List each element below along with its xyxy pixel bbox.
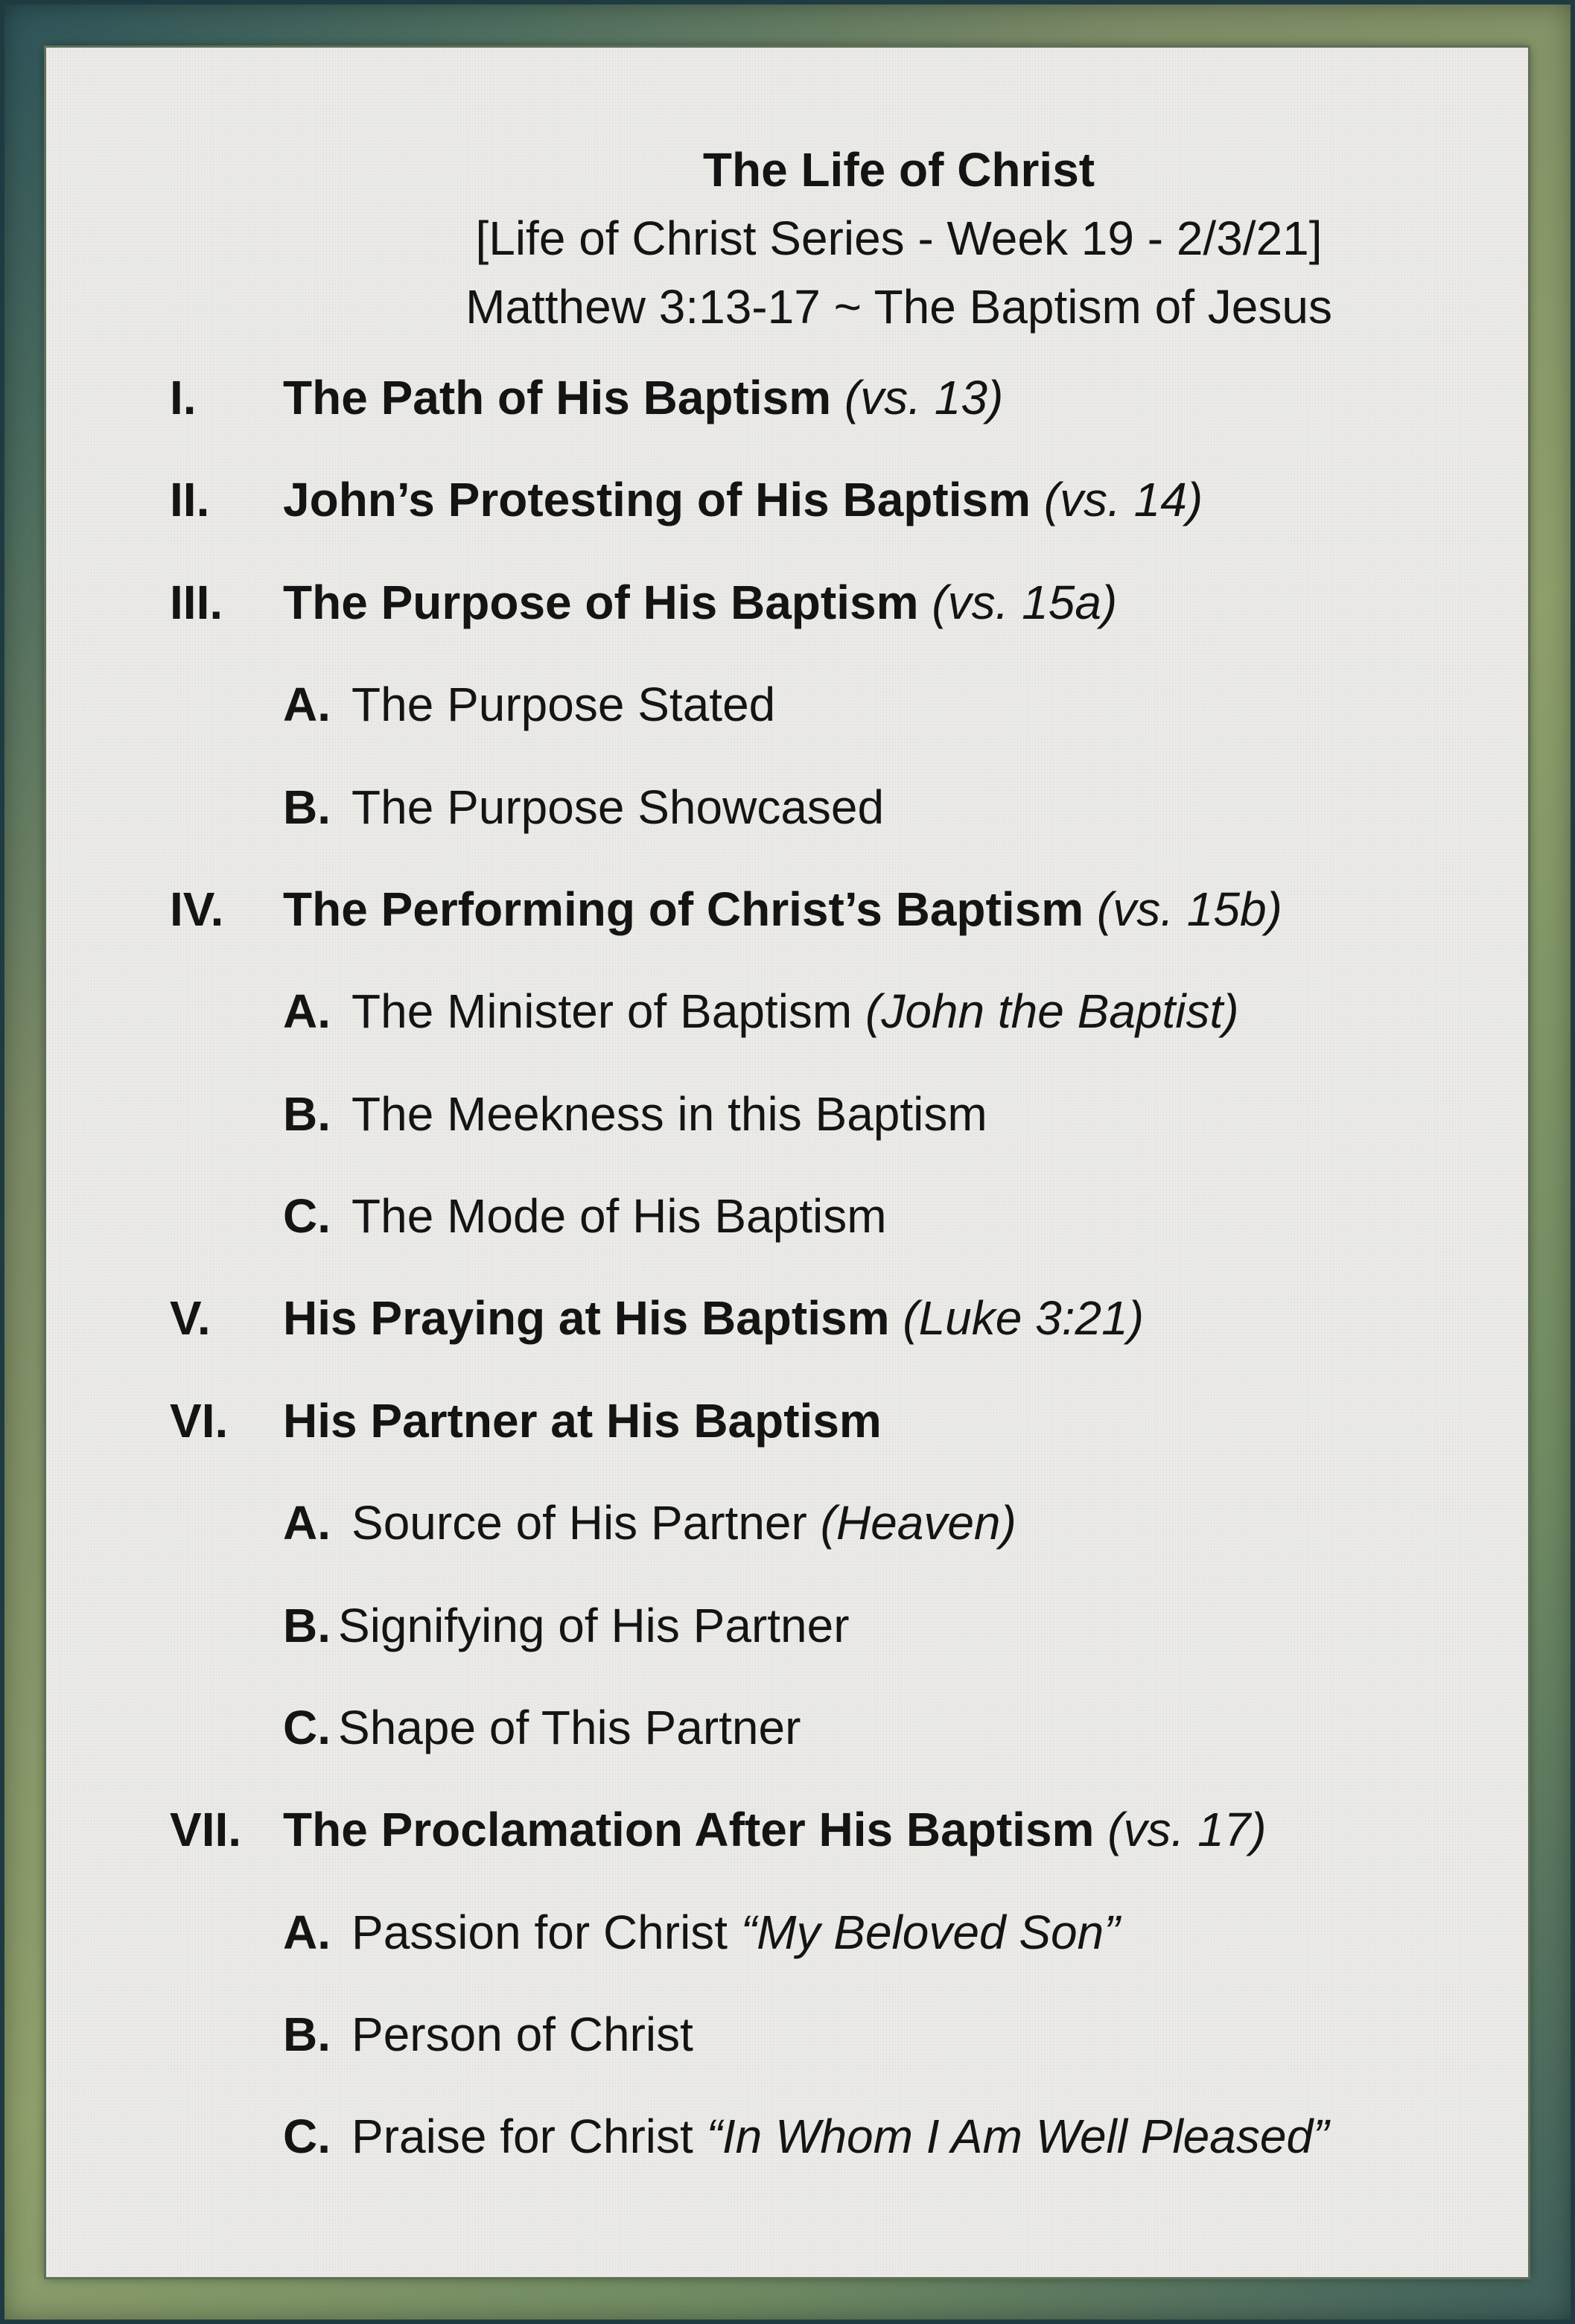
subpoint-quote: “In Whom I Am Well Pleased”: [706, 2110, 1329, 2163]
subpoint-text: The Meekness in this Baptism: [351, 1087, 987, 1141]
series-subtitle: [Life of Christ Series - Week 19 - 2/3/21]: [475, 211, 1323, 265]
point-reference: (vs. 13): [844, 371, 1004, 424]
outline-page: [46, 48, 1528, 2277]
point-numeral: V.: [170, 1291, 211, 1345]
subpoint-line: [351, 2107, 1329, 2166]
subpoint-text: Source of His Partner: [351, 1496, 807, 1550]
point-numeral: III.: [170, 576, 223, 629]
point-heading: [283, 470, 1203, 529]
point-reference: (vs. 17): [1107, 1803, 1267, 1856]
point-heading: [283, 1391, 882, 1451]
subpoint-letter: C.: [283, 1189, 331, 1243]
passage-subtitle: Matthew 3:13-17 ~ The Baptism of Jesus: [465, 280, 1332, 334]
point-reference: (vs. 14): [1043, 473, 1203, 526]
subpoint-text: Praise for Christ: [351, 2110, 693, 2163]
subpoint-line: [351, 1903, 1120, 1962]
subpoint-letter: A.: [283, 1496, 331, 1550]
point-numeral: II.: [170, 473, 210, 526]
point-numeral: IV.: [170, 882, 224, 936]
subpoint-text: Passion for Christ: [351, 1906, 728, 1959]
subpoint-letter: B.: [283, 1087, 331, 1141]
subpoint-letter: B.: [283, 780, 331, 834]
point-heading: [283, 1288, 1144, 1348]
subpoint-reference: (John the Baptist): [865, 984, 1239, 1038]
subpoint-line: [351, 981, 1239, 1041]
subpoint-letter: A.: [283, 984, 331, 1038]
subpoint-letter: A.: [283, 678, 331, 731]
point-heading: [283, 1800, 1267, 1859]
point-title: The Proclamation After His Baptism: [283, 1803, 1095, 1856]
point-heading: [283, 879, 1282, 939]
point-title: His Praying at His Baptism: [283, 1291, 890, 1345]
subpoint-letter: C.: [283, 2110, 331, 2163]
point-title: His Partner at His Baptism: [283, 1394, 882, 1448]
subpoint-line: [351, 1493, 1016, 1553]
point-heading: [283, 368, 1003, 427]
subpoint-quote: “My Beloved Son”: [740, 1906, 1120, 1959]
subpoint-text: The Purpose Showcased: [351, 780, 885, 834]
subpoint-text: The Mode of His Baptism: [351, 1189, 887, 1243]
point-numeral: VI.: [170, 1394, 229, 1448]
subpoint-text: Shape of This Partner: [338, 1701, 801, 1754]
point-heading: [283, 573, 1117, 632]
subpoint-letter: A.: [283, 1906, 331, 1959]
subpoint-text: Person of Christ: [351, 2008, 693, 2061]
point-reference: (vs. 15b): [1096, 882, 1282, 936]
page-title: The Life of Christ: [702, 143, 1095, 197]
sermon-outline: [46, 48, 1528, 2277]
point-numeral: I.: [170, 371, 197, 424]
point-title: The Purpose of His Baptism: [283, 576, 919, 629]
point-numeral: VII.: [170, 1803, 242, 1856]
point-title: The Path of His Baptism: [283, 371, 832, 424]
subpoint-text: Signifying of His Partner: [338, 1599, 850, 1652]
point-title: The Performing of Christ’s Baptism: [283, 882, 1084, 936]
point-title: John’s Protesting of His Baptism: [283, 473, 1031, 526]
point-reference: (vs. 15a): [932, 576, 1118, 629]
subpoint-letter: C.: [283, 1701, 331, 1754]
point-reference: (Luke 3:21): [903, 1291, 1144, 1345]
subpoint-letter: B.: [283, 1599, 331, 1652]
subpoint-reference: (Heaven): [820, 1496, 1016, 1550]
subpoint-text: The Purpose Stated: [351, 678, 776, 731]
subpoint-text: The Minister of Baptism: [351, 984, 853, 1038]
subpoint-letter: B.: [283, 2008, 331, 2061]
